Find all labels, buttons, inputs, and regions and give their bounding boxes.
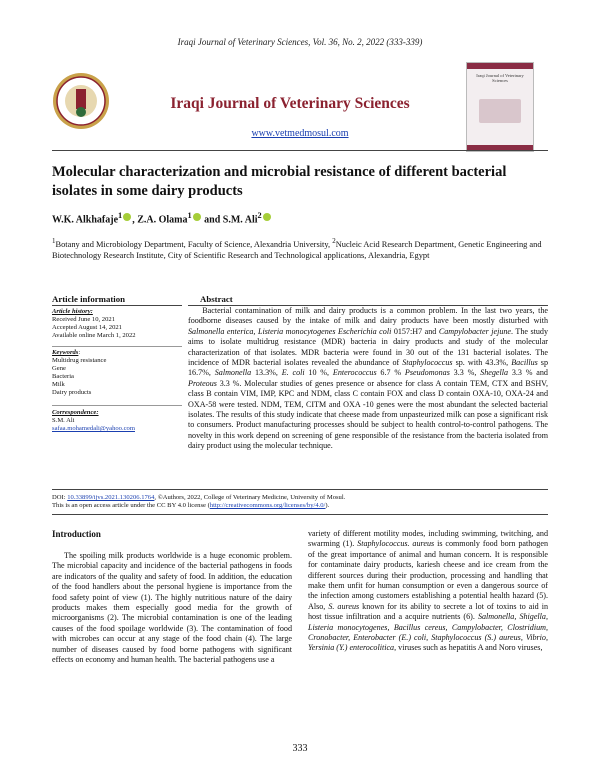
orcid-icon[interactable] [123,213,131,221]
affiliation-mark: 1 [52,237,56,245]
affiliations [52,236,548,261]
keyword: Gene [52,365,66,372]
doi-rule-top [52,489,548,490]
intro-left-column [52,551,292,665]
info-divider [52,346,182,347]
received-date: Received June 10, 2021 [52,316,115,323]
author-separator: , [132,214,138,226]
corresponding-author: S.M. Ali [52,417,75,424]
correspondence-label: Correspondence: [52,409,99,416]
correspondence-block [52,409,182,433]
keyword: Bacteria [52,373,74,380]
intro-right-column: variety of different motility modes, including swimming, twitching, and swarming (1). Staphylococcus. aureus is commonly food born pathogen of the great importance of animal and human concern. It is responsible for contaminate dairy products, kariesh cheese and ice cream from the different sources during their production, processing and handling that make them unfit for human consumption or even a dangerous source of the infection among customers establishing a potential health hazard (5). Also, S. aureus known for its ability to secrete a lot of toxins to aid in host tissue infiltration and a acquire nutrients (6). Salmonella, Shigella, Listeria monocytogenes, Bacillus cereus, Campylobacter, Clostridium, Cronobacter, Enterobacter (E.) coli, Staphylococcus (S.) aureus, Vibrio, Yersinia (Y.) enterocolitica, viruses such as hepatitis A and Noro viruses, [308,529,549,653]
journal-title: Iraqi Journal of Veterinary Sciences [170,95,410,112]
keyword: Milk [52,381,65,388]
article-info-heading: Article information [52,294,126,304]
corresponding-email-link[interactable]: safaa.mohamedali@yahoo.com [52,425,135,432]
author-affiliation-mark: 1 [118,211,123,220]
keyword: Multidrug resistance [52,357,107,364]
article-info-rule [52,305,182,306]
doi-block: DOI: 10.33899/ijvs.2021.130206.1764, ©Authors, 2022, College of Veterinary Medicine, University of Mosul. This is an open access article under the CC BY 4.0 license (http://creativecommons.org/licenses/by/4.0/). [52,494,346,510]
author-separator: and [201,214,223,226]
license-link[interactable]: http://creativecommons.org/licenses/by/4.0/ [209,502,326,510]
author-affiliation-mark: 2 [257,211,262,220]
orcid-icon[interactable] [193,213,201,221]
doi-link[interactable]: 10.33899/ijvs.2021.130206.1764 [67,494,155,501]
orcid-icon[interactable] [263,213,271,221]
info-divider [52,405,182,406]
intro-paragraph: The spoiling milk products worldwide is a huge economic problem. The microbial capacity and incidence of the bacterial pathogens in foods are indicators of the quality and safety of food. In addition, the education of the food handlers about the personal hygiene is importance from the food safety point of view (1). The highly nutritious nature of the dairy products makes them especially good media for the growth of microorganisms (2). The microbial contamination is one of the leading causes of the food spoilage worldwide (3). The contamination of food with microbes can occur at any stage of the food chain (4). The large number of diseases caused by food borne pathogens with significant effects on economy and human health. The bacterial pathogens use a [52,551,292,665]
history-label: Article history: [52,308,93,315]
keywords-label: Keywords [52,349,79,356]
affiliation-text: Botany and Microbiology Department, Faculty of Science, Alexandria University, [55,239,333,249]
doi-rule-bottom [52,514,548,515]
journal-website-link[interactable]: www.vetmedmosul.com [251,128,349,139]
author-affiliation-mark: 1 [187,211,192,220]
paper-title: Molecular characterization and microbial resistance of different bacterial isolates in some dairy products [52,164,507,199]
accepted-date: Accepted August 14, 2021 [52,324,122,331]
affiliation-text: Nucleic Acid Research Department, Genetic Engineering and Biotechnology Research Institute, City of Scientific Research and Technological applications, Alexandria, Egypt [52,239,542,260]
keywords-block: Keywords: Multidrug resistance Gene Bacteria Milk Dairy products [52,349,182,397]
header-rule [52,150,548,151]
author-name: W.K. Alkhafaje [52,214,119,226]
cover-title: Iraqi Journal of Veterinary Sciences [476,73,524,83]
page-number: 333 [292,743,308,754]
introduction-heading: Introduction [52,529,101,539]
article-history [52,308,182,340]
online-date: Available online March 1, 2022 [52,332,136,339]
keyword: Dairy products [52,389,92,396]
running-header: Iraqi Journal of Veterinary Sciences, Vol. 36, No. 2, 2022 (333-339) [177,37,423,47]
abstract-heading: Abstract [200,294,233,304]
author-name: S.M. Ali [222,214,258,226]
author-list [52,211,272,225]
abstract-text: Bacterial contamination of milk and dairy products is a common problem. In the last two years, the foodborne diseases caused by the intake of milk and dairy products have been mostly disturbed with Salmonella enterica, Listeria monocytogenes Escherichia coli 0157:H7 and Campylobacter jejune. The study aims to isolate multidrug resistance (MDR) bacteria in dairy products and study of the molecular characterization of that isolates. MDR bacteria were found in 30 out of the 131 bacterial isolates. The incidence of MDR bacterial isolates revealed the abundance of Staphylococcus sp. with 43.3%, Bacillus sp 16.7%, Salmonella 13.3%, E. coli 10 %, Enterococcus 6.7 % Pseudomonas 3.3 %, Shegella 3.3 % and Proteous 3.3 %. Molecular studies of genes presence or absence for class A contain TEM, CTX and BSHV, class B contain VIM, IMP, KPC and NDM, class C contain FOX and class D contain OXA-10, OXA-24 and OXA-58 were tested. NDM, TEM, CITM and OXA -10 genes were the most abundant the selected bacterial isolates. The results of this study indicate that cheese made from unpasteurized milk can pose a significant risk to consumers. Product manufacturing processes should be subject to health control-to-control pathogens. The novelty in this work depend on screening of gene responsible of the resistance from the bacteria isolated from dairy product using the molecular technique. [188,306,549,451]
affiliation-mark: 2 [332,237,336,245]
journal-logo-icon [52,72,110,130]
author-name: Z.A. Olama [137,214,188,226]
